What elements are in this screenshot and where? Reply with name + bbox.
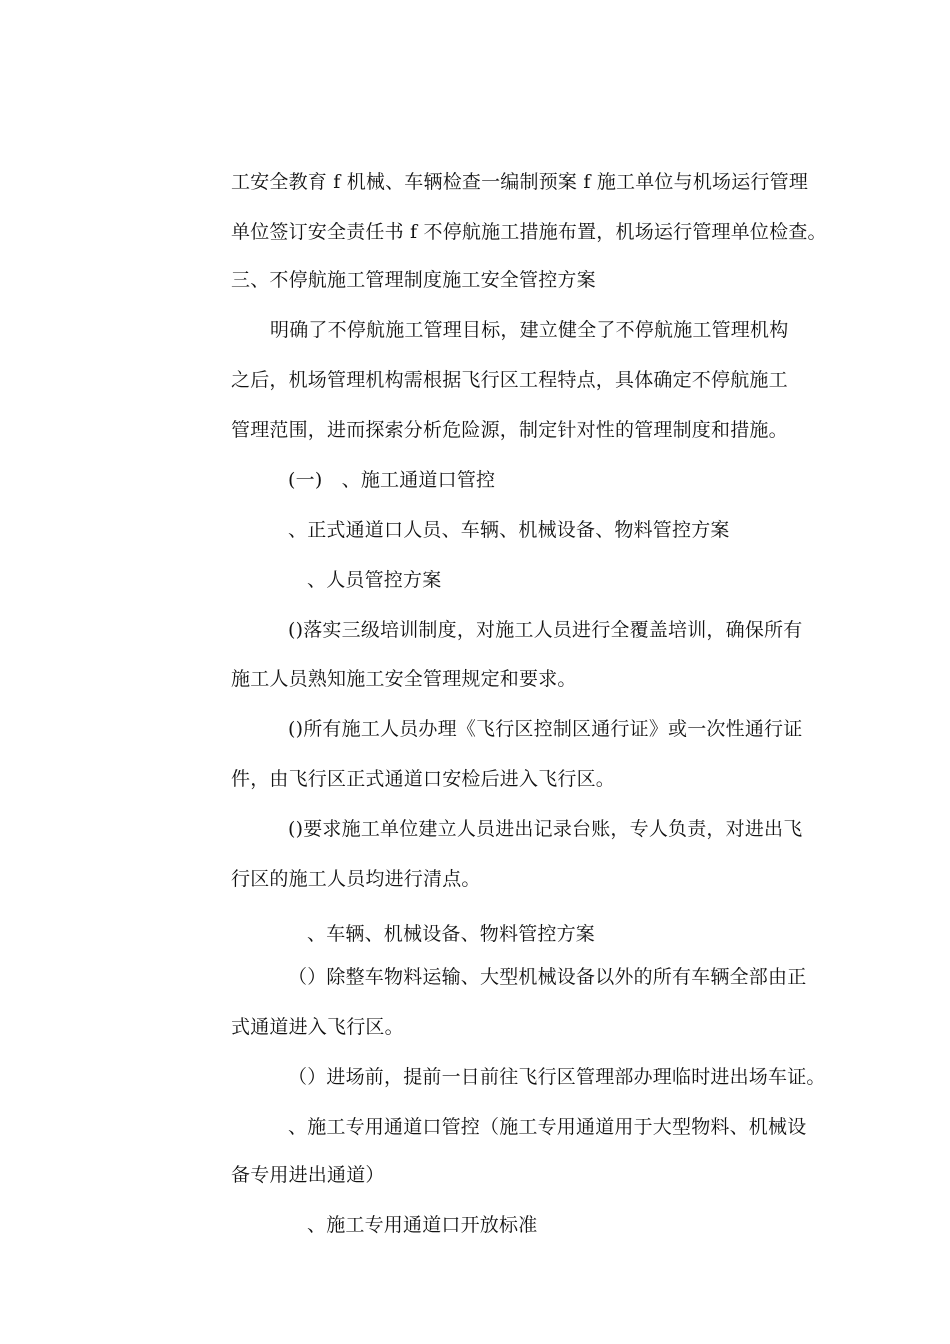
subsection-heading: 、施工专用通道口开放标准: [307, 1214, 538, 1236]
text-line: 明确了不停航施工管理目标，建立健全了不停航施工管理机构: [270, 319, 789, 341]
text-line: 备专用进出通道）: [231, 1164, 385, 1186]
subsection-heading: 、人员管控方案: [307, 569, 442, 591]
text-line: ()所有施工人员办理《飞行区控制区通行证》或一次性通行证: [288, 718, 803, 740]
text-line: 单位签订安全责任书 f 不停航施工措施布置，机场运行管理单位检查。: [231, 221, 827, 243]
section-heading: 三、不停航施工管理制度施工安全管控方案: [231, 269, 596, 291]
text-line: 工安全教育 f 机械、车辆检查一编制预案 f 施工单位与机场运行管理: [231, 171, 809, 193]
text-line: 施工人员熟知施工安全管理规定和要求。: [231, 668, 577, 690]
text-line: （）除整车物料运输、大型机械设备以外的所有车辆全部由正: [288, 966, 807, 988]
subsection-heading: (一) 、施工通道口管控: [288, 469, 496, 491]
text-line: ()要求施工单位建立人员进出记录台账，专人负责，对进出飞: [288, 818, 803, 840]
subsection-heading: 、车辆、机械设备、物料管控方案: [307, 923, 596, 945]
text-line: （）进场前，提前一日前往飞行区管理部办理临时进出场车证。: [288, 1066, 826, 1088]
text-line: 行区的施工人员均进行清点。: [231, 868, 481, 890]
subsection-heading: 、正式通道口人员、车辆、机械设备、物料管控方案: [288, 519, 730, 541]
text-line: 式通道进入飞行区。: [231, 1016, 404, 1038]
text-line: ()落实三级培训制度，对施工人员进行全覆盖培训，确保所有: [288, 619, 803, 641]
subsection-heading: 、施工专用通道口管控（施工专用通道用于大型物料、机械设: [288, 1116, 807, 1138]
text-line: 管理范围，进而探索分析危险源，制定针对性的管理制度和措施。: [231, 419, 788, 441]
text-line: 件，由飞行区正式通道口安检后进入飞行区。: [231, 768, 616, 790]
text-line: 之后，机场管理机构需根据飞行区工程特点，具体确定不停航施工: [231, 369, 788, 391]
